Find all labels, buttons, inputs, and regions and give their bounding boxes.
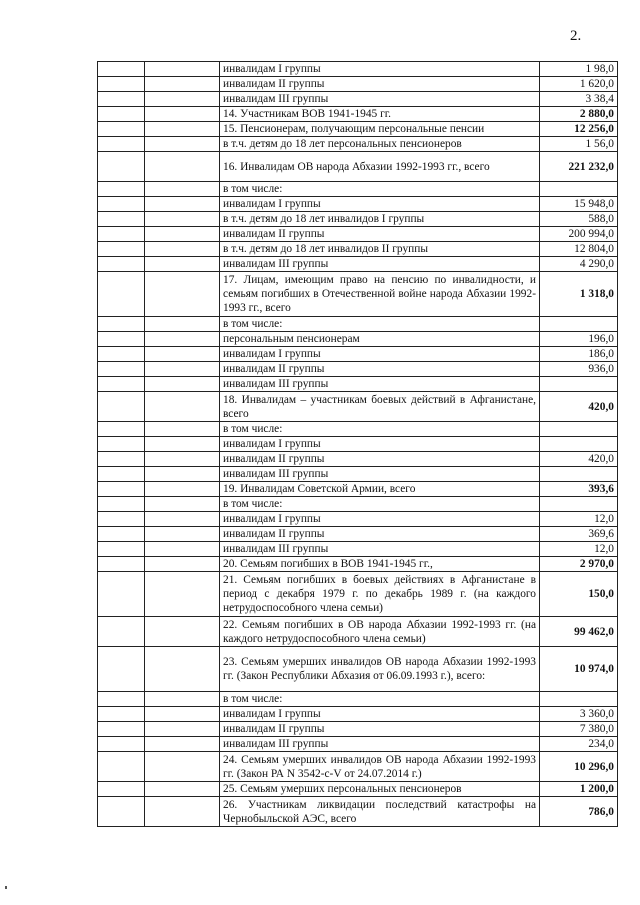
row-description: в том числе: — [220, 182, 540, 197]
row-amount: 4 290,0 — [540, 257, 618, 272]
empty-cell-1 — [98, 92, 145, 107]
row-amount: 12,0 — [540, 542, 618, 557]
row-description: инвалидам III группы — [220, 257, 540, 272]
empty-cell-1 — [98, 212, 145, 227]
table-row — [98, 377, 618, 392]
table-row — [98, 542, 618, 557]
table-row — [98, 512, 618, 527]
empty-cell-2 — [145, 647, 220, 692]
empty-cell-1 — [98, 572, 145, 617]
empty-cell-2 — [145, 707, 220, 722]
empty-cell-2 — [145, 377, 220, 392]
empty-cell-2 — [145, 512, 220, 527]
empty-cell-1 — [98, 557, 145, 572]
empty-cell-2 — [145, 152, 220, 182]
row-amount: 393,6 — [540, 482, 618, 497]
table-row — [98, 212, 618, 227]
empty-cell-2 — [145, 572, 220, 617]
row-description: в том числе: — [220, 692, 540, 707]
empty-cell-1 — [98, 497, 145, 512]
table-row — [98, 452, 618, 467]
empty-cell-2 — [145, 617, 220, 647]
empty-cell-1 — [98, 542, 145, 557]
table-row — [98, 572, 618, 617]
empty-cell-2 — [145, 362, 220, 377]
table-row — [98, 137, 618, 152]
row-description: 17. Лицам, имеющим право на пенсию по инвалидности, и семьям погибших в Отечественной войне народа Абхазии 1992-1993 гг., всего — [220, 272, 540, 317]
budget-table — [97, 61, 618, 827]
table-row — [98, 392, 618, 422]
empty-cell-1 — [98, 197, 145, 212]
empty-cell-1 — [98, 482, 145, 497]
empty-cell-1 — [98, 782, 145, 797]
empty-cell-2 — [145, 497, 220, 512]
empty-cell-1 — [98, 392, 145, 422]
row-description: инвалидам I группы — [220, 197, 540, 212]
empty-cell-2 — [145, 422, 220, 437]
row-description: инвалидам III группы — [220, 737, 540, 752]
row-description: инвалидам II группы — [220, 227, 540, 242]
empty-cell-2 — [145, 212, 220, 227]
row-description: инвалидам II группы — [220, 77, 540, 92]
row-amount: 234,0 — [540, 737, 618, 752]
empty-cell-1 — [98, 62, 145, 77]
empty-cell-2 — [145, 272, 220, 317]
empty-cell-1 — [98, 227, 145, 242]
row-amount — [540, 182, 618, 197]
row-amount: 99 462,0 — [540, 617, 618, 647]
empty-cell-1 — [98, 722, 145, 737]
row-amount — [540, 377, 618, 392]
row-description: инвалидам I группы — [220, 707, 540, 722]
table-row — [98, 197, 618, 212]
table-row — [98, 77, 618, 92]
row-amount: 221 232,0 — [540, 152, 618, 182]
empty-cell-1 — [98, 332, 145, 347]
row-amount: 186,0 — [540, 347, 618, 362]
empty-cell-1 — [98, 737, 145, 752]
row-amount: 12,0 — [540, 512, 618, 527]
row-description: инвалидам II группы — [220, 722, 540, 737]
empty-cell-2 — [145, 197, 220, 212]
empty-cell-1 — [98, 377, 145, 392]
table-row — [98, 752, 618, 782]
row-description: в т.ч. детям до 18 лет инвалидов II группы — [220, 242, 540, 257]
table-row — [98, 152, 618, 182]
row-amount: 150,0 — [540, 572, 618, 617]
empty-cell-1 — [98, 122, 145, 137]
table-row — [98, 737, 618, 752]
empty-cell-1 — [98, 527, 145, 542]
row-description: 26. Участникам ликвидации последствий катастрофы на Чернобыльской АЭС, всего — [220, 797, 540, 827]
row-amount: 10 296,0 — [540, 752, 618, 782]
table-row — [98, 347, 618, 362]
table-row — [98, 482, 618, 497]
row-amount — [540, 422, 618, 437]
empty-cell-2 — [145, 317, 220, 332]
empty-cell-2 — [145, 182, 220, 197]
row-description: 16. Инвалидам ОВ народа Абхазии 1992-1993 гг., всего — [220, 152, 540, 182]
row-description: 19. Инвалидам Советской Армии, всего — [220, 482, 540, 497]
empty-cell-2 — [145, 227, 220, 242]
table-body — [98, 62, 618, 827]
empty-cell-1 — [98, 317, 145, 332]
table-row — [98, 707, 618, 722]
empty-cell-2 — [145, 782, 220, 797]
empty-cell-2 — [145, 797, 220, 827]
empty-cell-1 — [98, 752, 145, 782]
row-amount: 420,0 — [540, 392, 618, 422]
table-row — [98, 497, 618, 512]
row-amount — [540, 317, 618, 332]
empty-cell-1 — [98, 137, 145, 152]
empty-cell-1 — [98, 617, 145, 647]
row-amount — [540, 497, 618, 512]
empty-cell-2 — [145, 107, 220, 122]
row-description: инвалидам I группы — [220, 512, 540, 527]
row-amount — [540, 692, 618, 707]
empty-cell-2 — [145, 737, 220, 752]
empty-cell-1 — [98, 692, 145, 707]
empty-cell-2 — [145, 347, 220, 362]
table-row — [98, 242, 618, 257]
row-description: инвалидам III группы — [220, 467, 540, 482]
empty-cell-1 — [98, 107, 145, 122]
table-row — [98, 722, 618, 737]
empty-cell-1 — [98, 452, 145, 467]
empty-cell-1 — [98, 77, 145, 92]
row-description: 21. Семьям погибших в боевых действиях в Афганистане в период с декабря 1979 г. по декабрь 1989 г. (на каждого нетрудоспособного члена семьи) — [220, 572, 540, 617]
empty-cell-2 — [145, 122, 220, 137]
empty-cell-2 — [145, 62, 220, 77]
table-row — [98, 227, 618, 242]
empty-cell-2 — [145, 332, 220, 347]
row-amount: 10 974,0 — [540, 647, 618, 692]
row-description: инвалидам II группы — [220, 362, 540, 377]
row-description: 14. Участникам ВОВ 1941-1945 гг. — [220, 107, 540, 122]
table-row — [98, 362, 618, 377]
row-amount: 1 98,0 — [540, 62, 618, 77]
empty-cell-2 — [145, 392, 220, 422]
row-description: инвалидам II группы — [220, 527, 540, 542]
row-amount — [540, 437, 618, 452]
empty-cell-2 — [145, 752, 220, 782]
table-row — [98, 557, 618, 572]
empty-cell-1 — [98, 422, 145, 437]
row-description: инвалидам I группы — [220, 347, 540, 362]
row-amount: 1 620,0 — [540, 77, 618, 92]
empty-cell-2 — [145, 92, 220, 107]
table-row — [98, 317, 618, 332]
empty-cell-1 — [98, 347, 145, 362]
row-amount: 12 804,0 — [540, 242, 618, 257]
row-description: 23. Семьям умерших инвалидов ОВ народа Абхазии 1992-1993 гг. (Закон Республики Абхазия от 06.09.1993 г.), всего: — [220, 647, 540, 692]
row-amount: 1 200,0 — [540, 782, 618, 797]
row-amount: 12 256,0 — [540, 122, 618, 137]
row-description: в том числе: — [220, 497, 540, 512]
row-amount: 15 948,0 — [540, 197, 618, 212]
row-amount: 3 360,0 — [540, 707, 618, 722]
table-row — [98, 692, 618, 707]
row-description: в т.ч. детям до 18 лет персональных пенсионеров — [220, 137, 540, 152]
empty-cell-2 — [145, 542, 220, 557]
table-row — [98, 92, 618, 107]
row-amount: 2 970,0 — [540, 557, 618, 572]
empty-cell-1 — [98, 512, 145, 527]
empty-cell-1 — [98, 242, 145, 257]
row-amount: 786,0 — [540, 797, 618, 827]
row-amount: 369,6 — [540, 527, 618, 542]
empty-cell-1 — [98, 797, 145, 827]
table-row — [98, 182, 618, 197]
table-row — [98, 617, 618, 647]
empty-cell-1 — [98, 707, 145, 722]
empty-cell-2 — [145, 137, 220, 152]
row-description: персональным пенсионерам — [220, 332, 540, 347]
empty-cell-2 — [145, 452, 220, 467]
table-row — [98, 797, 618, 827]
row-amount: 3 38,4 — [540, 92, 618, 107]
row-description: 18. Инвалидам – участникам боевых действий в Афганистане, всего — [220, 392, 540, 422]
empty-cell-2 — [145, 242, 220, 257]
row-description: инвалидам III группы — [220, 377, 540, 392]
row-description: 24. Семьям умерших инвалидов ОВ народа Абхазии 1992-1993 гг. (Закон РА N 3542-с-V от 24.07.2014 г.) — [220, 752, 540, 782]
empty-cell-2 — [145, 527, 220, 542]
row-amount: 2 880,0 — [540, 107, 618, 122]
row-amount: 7 380,0 — [540, 722, 618, 737]
scan-mark — [5, 886, 7, 889]
table-row — [98, 332, 618, 347]
empty-cell-2 — [145, 77, 220, 92]
table-row — [98, 647, 618, 692]
empty-cell-1 — [98, 152, 145, 182]
empty-cell-1 — [98, 647, 145, 692]
row-description: инвалидам III группы — [220, 542, 540, 557]
row-description: 22. Семьям погибших в ОВ народа Абхазии 1992-1993 гг. (на каждого нетрудоспособного члена семьи) — [220, 617, 540, 647]
empty-cell-1 — [98, 437, 145, 452]
table-row — [98, 62, 618, 77]
row-amount: 196,0 — [540, 332, 618, 347]
empty-cell-1 — [98, 182, 145, 197]
table-row — [98, 272, 618, 317]
row-description: инвалидам I группы — [220, 437, 540, 452]
empty-cell-1 — [98, 257, 145, 272]
table-row — [98, 122, 618, 137]
row-amount: 420,0 — [540, 452, 618, 467]
table-row — [98, 467, 618, 482]
row-amount: 1 318,0 — [540, 272, 618, 317]
row-description: в т.ч. детям до 18 лет инвалидов I группы — [220, 212, 540, 227]
empty-cell-2 — [145, 467, 220, 482]
row-description: в том числе: — [220, 422, 540, 437]
empty-cell-2 — [145, 692, 220, 707]
empty-cell-2 — [145, 557, 220, 572]
table-row — [98, 422, 618, 437]
row-description: инвалидам III группы — [220, 92, 540, 107]
table-row — [98, 437, 618, 452]
row-description: инвалидам II группы — [220, 452, 540, 467]
table-row — [98, 782, 618, 797]
table-row — [98, 527, 618, 542]
row-amount — [540, 467, 618, 482]
row-description: в том числе: — [220, 317, 540, 332]
row-description: инвалидам I группы — [220, 62, 540, 77]
empty-cell-2 — [145, 482, 220, 497]
table-row — [98, 257, 618, 272]
empty-cell-2 — [145, 722, 220, 737]
row-amount: 200 994,0 — [540, 227, 618, 242]
row-description: 20. Семьям погибших в ВОВ 1941-1945 гг., — [220, 557, 540, 572]
row-amount: 936,0 — [540, 362, 618, 377]
empty-cell-2 — [145, 257, 220, 272]
row-description: 15. Пенсионерам, получающим персональные пенсии — [220, 122, 540, 137]
empty-cell-2 — [145, 437, 220, 452]
empty-cell-1 — [98, 362, 145, 377]
empty-cell-1 — [98, 272, 145, 317]
row-amount: 1 56,0 — [540, 137, 618, 152]
page-number: 2. — [570, 28, 582, 44]
row-description: 25. Семьям умерших персональных пенсионеров — [220, 782, 540, 797]
table-row — [98, 107, 618, 122]
row-amount: 588,0 — [540, 212, 618, 227]
empty-cell-1 — [98, 467, 145, 482]
